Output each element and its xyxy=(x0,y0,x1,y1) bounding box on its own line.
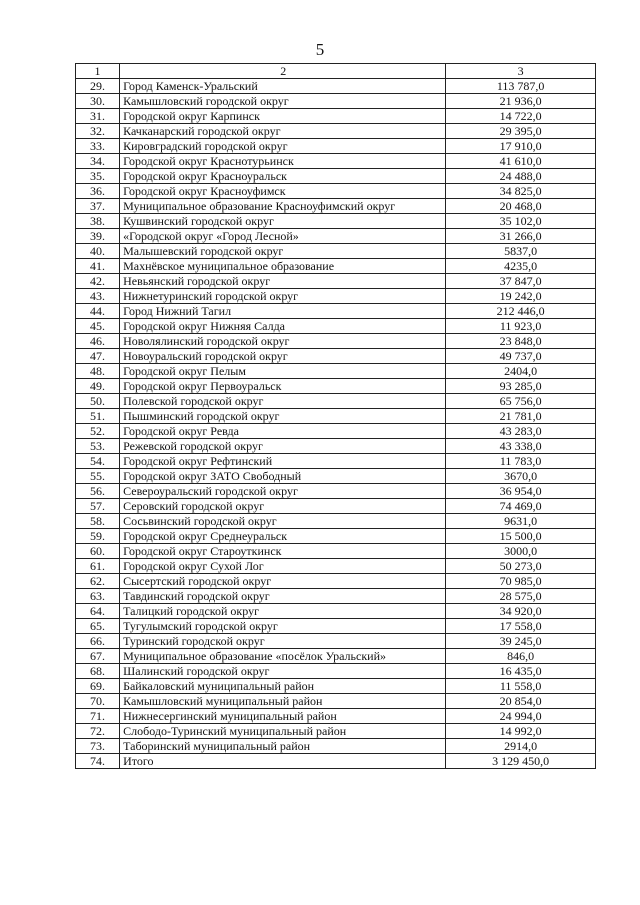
municipality-name-cell: Муниципальное образование Красноуфимский округ xyxy=(120,199,446,214)
row-number-cell: 45. xyxy=(76,319,120,334)
municipality-name-cell: Малышевский городской округ xyxy=(120,244,446,259)
amount-cell: 846,0 xyxy=(446,649,596,664)
row-number-cell: 65. xyxy=(76,619,120,634)
municipality-name-cell: Полевской городской округ xyxy=(120,394,446,409)
row-number-cell: 36. xyxy=(76,184,120,199)
municipality-name-cell: Шалинский городской округ xyxy=(120,664,446,679)
table-row xyxy=(76,424,596,439)
amount-cell: 14 992,0 xyxy=(446,724,596,739)
municipality-name-cell: Кировградский городской округ xyxy=(120,139,446,154)
table-row xyxy=(76,439,596,454)
row-number-cell: 47. xyxy=(76,349,120,364)
amount-cell: 3670,0 xyxy=(446,469,596,484)
amount-cell: 4235,0 xyxy=(446,259,596,274)
table-row xyxy=(76,619,596,634)
table-row xyxy=(76,154,596,169)
municipality-name-cell: Городской округ Краснотурьинск xyxy=(120,154,446,169)
table-row xyxy=(76,454,596,469)
municipality-name-cell: Город Нижний Тагил xyxy=(120,304,446,319)
table-row xyxy=(76,199,596,214)
municipality-name-cell: Байкаловский муниципальный район xyxy=(120,679,446,694)
amount-cell: 74 469,0 xyxy=(446,499,596,514)
amount-cell: 21 936,0 xyxy=(446,94,596,109)
table-row xyxy=(76,529,596,544)
municipality-name-cell: Пышминский городской округ xyxy=(120,409,446,424)
municipality-name-cell: Городской округ Староуткинск xyxy=(120,544,446,559)
amount-cell: 43 338,0 xyxy=(446,439,596,454)
row-number-cell: 59. xyxy=(76,529,120,544)
table-row xyxy=(76,319,596,334)
table-row xyxy=(76,364,596,379)
table-row xyxy=(76,664,596,679)
municipality-name-cell: Талицкий городской округ xyxy=(120,604,446,619)
municipality-name-cell: Нижнетуринский городской округ xyxy=(120,289,446,304)
row-number-cell: 73. xyxy=(76,739,120,754)
column-header-number: 1 xyxy=(76,64,120,79)
amount-cell: 2914,0 xyxy=(446,739,596,754)
table-row xyxy=(76,589,596,604)
table-row xyxy=(76,304,596,319)
table-row xyxy=(76,574,596,589)
amount-cell: 11 783,0 xyxy=(446,454,596,469)
amount-cell: 212 446,0 xyxy=(446,304,596,319)
column-header-value: 3 xyxy=(446,64,596,79)
table-row xyxy=(76,94,596,109)
amount-cell: 36 954,0 xyxy=(446,484,596,499)
table-row xyxy=(76,184,596,199)
table-row xyxy=(76,679,596,694)
amount-cell: 31 266,0 xyxy=(446,229,596,244)
row-number-cell: 46. xyxy=(76,334,120,349)
amount-cell: 5837,0 xyxy=(446,244,596,259)
municipality-name-cell: Городской округ Рефтинский xyxy=(120,454,446,469)
row-number-cell: 68. xyxy=(76,664,120,679)
row-number-cell: 58. xyxy=(76,514,120,529)
amount-cell: 11 558,0 xyxy=(446,679,596,694)
municipality-name-cell: Городской округ Первоуральск xyxy=(120,379,446,394)
table-row xyxy=(76,379,596,394)
municipality-name-cell: Город Каменск-Уральский xyxy=(120,79,446,94)
row-number-cell: 35. xyxy=(76,169,120,184)
municipality-name-cell: Тугулымский городской округ xyxy=(120,619,446,634)
table-row xyxy=(76,139,596,154)
row-number-cell: 53. xyxy=(76,439,120,454)
table-row xyxy=(76,559,596,574)
amount-cell: 65 756,0 xyxy=(446,394,596,409)
amount-cell: 2404,0 xyxy=(446,364,596,379)
table-row xyxy=(76,469,596,484)
amount-cell: 14 722,0 xyxy=(446,109,596,124)
municipality-name-cell: Североуральский городской округ xyxy=(120,484,446,499)
municipality-name-cell: Сосьвинский городской округ xyxy=(120,514,446,529)
table-row xyxy=(76,514,596,529)
amount-cell: 39 245,0 xyxy=(446,634,596,649)
municipality-name-cell: Тавдинский городской округ xyxy=(120,589,446,604)
table-row xyxy=(76,649,596,664)
municipality-name-cell: Городской округ Карпинск xyxy=(120,109,446,124)
amount-cell: 28 575,0 xyxy=(446,589,596,604)
municipality-name-cell: «Городской округ «Город Лесной» xyxy=(120,229,446,244)
municipality-name-cell: Туринский городской округ xyxy=(120,634,446,649)
amount-cell: 23 848,0 xyxy=(446,334,596,349)
row-number-cell: 38. xyxy=(76,214,120,229)
amount-cell: 17 558,0 xyxy=(446,619,596,634)
table-row xyxy=(76,259,596,274)
table-row xyxy=(76,274,596,289)
municipality-name-cell: Городской округ Ревда xyxy=(120,424,446,439)
municipality-name-cell: Серовский городской округ xyxy=(120,499,446,514)
table-row xyxy=(76,394,596,409)
row-number-cell: 51. xyxy=(76,409,120,424)
table-body xyxy=(76,79,596,769)
table-row xyxy=(76,289,596,304)
municipality-name-cell: Нижнесергинский муниципальный район xyxy=(120,709,446,724)
municipality-name-cell: Итого xyxy=(120,754,446,769)
amount-cell: 20 468,0 xyxy=(446,199,596,214)
table-row xyxy=(76,499,596,514)
municipality-name-cell: Городской округ Нижняя Салда xyxy=(120,319,446,334)
amount-cell: 9631,0 xyxy=(446,514,596,529)
amount-cell: 15 500,0 xyxy=(446,529,596,544)
row-number-cell: 41. xyxy=(76,259,120,274)
table-row xyxy=(76,109,596,124)
table-row xyxy=(76,544,596,559)
row-number-cell: 61. xyxy=(76,559,120,574)
row-number-cell: 52. xyxy=(76,424,120,439)
row-number-cell: 30. xyxy=(76,94,120,109)
municipality-name-cell: Камышловский городской округ xyxy=(120,94,446,109)
table-row xyxy=(76,484,596,499)
amount-cell: 11 923,0 xyxy=(446,319,596,334)
table-row xyxy=(76,724,596,739)
table-row xyxy=(76,214,596,229)
municipality-name-cell: Городской округ Пелым xyxy=(120,364,446,379)
table-header-row xyxy=(76,64,596,79)
budget-table xyxy=(75,63,596,769)
amount-cell: 35 102,0 xyxy=(446,214,596,229)
amount-cell: 16 435,0 xyxy=(446,664,596,679)
amount-cell: 34 825,0 xyxy=(446,184,596,199)
row-number-cell: 44. xyxy=(76,304,120,319)
amount-cell: 29 395,0 xyxy=(446,124,596,139)
row-number-cell: 34. xyxy=(76,154,120,169)
row-number-cell: 56. xyxy=(76,484,120,499)
table-row xyxy=(76,409,596,424)
amount-cell: 70 985,0 xyxy=(446,574,596,589)
amount-cell: 24 994,0 xyxy=(446,709,596,724)
row-number-cell: 69. xyxy=(76,679,120,694)
amount-cell: 24 488,0 xyxy=(446,169,596,184)
table-row xyxy=(76,739,596,754)
amount-cell: 21 781,0 xyxy=(446,409,596,424)
row-number-cell: 72. xyxy=(76,724,120,739)
table-row xyxy=(76,79,596,94)
row-number-cell: 55. xyxy=(76,469,120,484)
table-row xyxy=(76,124,596,139)
row-number-cell: 48. xyxy=(76,364,120,379)
municipality-name-cell: Муниципальное образование «посёлок Уральский» xyxy=(120,649,446,664)
amount-cell: 93 285,0 xyxy=(446,379,596,394)
amount-cell: 41 610,0 xyxy=(446,154,596,169)
municipality-name-cell: Сысертский городской округ xyxy=(120,574,446,589)
row-number-cell: 39. xyxy=(76,229,120,244)
row-number-cell: 70. xyxy=(76,694,120,709)
table-row xyxy=(76,169,596,184)
municipality-name-cell: Городской округ Сухой Лог xyxy=(120,559,446,574)
row-number-cell: 63. xyxy=(76,589,120,604)
amount-cell: 19 242,0 xyxy=(446,289,596,304)
municipality-name-cell: Городской округ Красноуфимск xyxy=(120,184,446,199)
row-number-cell: 71. xyxy=(76,709,120,724)
municipality-name-cell: Новолялинский городской округ xyxy=(120,334,446,349)
municipality-name-cell: Таборинский муниципальный район xyxy=(120,739,446,754)
amount-cell: 3000,0 xyxy=(446,544,596,559)
row-number-cell: 29. xyxy=(76,79,120,94)
municipality-name-cell: Невьянский городской округ xyxy=(120,274,446,289)
amount-cell: 34 920,0 xyxy=(446,604,596,619)
municipality-name-cell: Режевской городской округ xyxy=(120,439,446,454)
municipality-name-cell: Слободо-Туринский муниципальный район xyxy=(120,724,446,739)
row-number-cell: 74. xyxy=(76,754,120,769)
table-row xyxy=(76,244,596,259)
row-number-cell: 32. xyxy=(76,124,120,139)
municipality-name-cell: Камышловский муниципальный район xyxy=(120,694,446,709)
row-number-cell: 40. xyxy=(76,244,120,259)
table-row xyxy=(76,694,596,709)
row-number-cell: 54. xyxy=(76,454,120,469)
municipality-name-cell: Городской округ Среднеуральск xyxy=(120,529,446,544)
municipality-name-cell: Качканарский городской округ xyxy=(120,124,446,139)
municipality-name-cell: Новоуральский городской округ xyxy=(120,349,446,364)
table-row xyxy=(76,604,596,619)
amount-cell: 20 854,0 xyxy=(446,694,596,709)
row-number-cell: 43. xyxy=(76,289,120,304)
row-number-cell: 42. xyxy=(76,274,120,289)
row-number-cell: 33. xyxy=(76,139,120,154)
amount-cell: 50 273,0 xyxy=(446,559,596,574)
amount-cell: 49 737,0 xyxy=(446,349,596,364)
amount-cell: 37 847,0 xyxy=(446,274,596,289)
row-number-cell: 49. xyxy=(76,379,120,394)
amount-cell: 43 283,0 xyxy=(446,424,596,439)
municipality-name-cell: Кушвинский городской округ xyxy=(120,214,446,229)
table-row xyxy=(76,229,596,244)
table-row xyxy=(76,754,596,769)
row-number-cell: 66. xyxy=(76,634,120,649)
municipality-name-cell: Городской округ ЗАТО Свободный xyxy=(120,469,446,484)
table-row xyxy=(76,334,596,349)
row-number-cell: 57. xyxy=(76,499,120,514)
page-number: 5 xyxy=(315,40,325,59)
municipality-name-cell: Городской округ Красноуральск xyxy=(120,169,446,184)
row-number-cell: 64. xyxy=(76,604,120,619)
amount-cell: 3 129 450,0 xyxy=(446,754,596,769)
table-row xyxy=(76,349,596,364)
row-number-cell: 37. xyxy=(76,199,120,214)
column-header-name: 2 xyxy=(120,64,446,79)
municipality-name-cell: Махнёвское муниципальное образование xyxy=(120,259,446,274)
table-row xyxy=(76,709,596,724)
row-number-cell: 31. xyxy=(76,109,120,124)
row-number-cell: 60. xyxy=(76,544,120,559)
row-number-cell: 50. xyxy=(76,394,120,409)
amount-cell: 113 787,0 xyxy=(446,79,596,94)
row-number-cell: 67. xyxy=(76,649,120,664)
row-number-cell: 62. xyxy=(76,574,120,589)
amount-cell: 17 910,0 xyxy=(446,139,596,154)
table-row xyxy=(76,634,596,649)
